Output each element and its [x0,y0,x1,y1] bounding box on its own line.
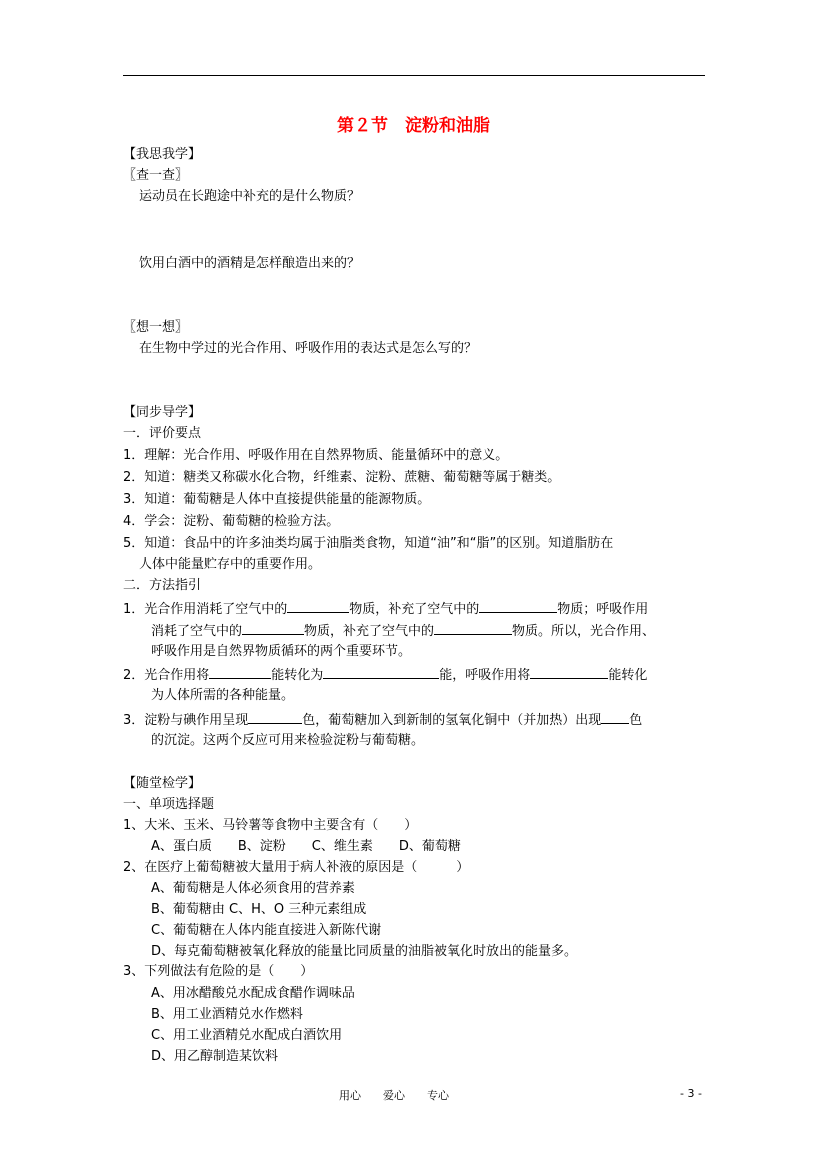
method-1-line-3: 呼吸作用是自然界物质循环的两个重要环节。 [151,644,412,659]
method-2-line-1: 2．光合作用将 能转化为 能，呼吸作用将 能转化 [123,665,647,685]
answer-option: A、葡萄糖是人体必须食用的营养素 [151,881,355,896]
fill-blank[interactable] [242,621,304,635]
subheading-look-up: 〖查一查〗 [123,168,189,183]
method-3-line-2: 的沉淀。这两个反应可用来检验淀粉与葡萄糖。 [151,733,425,748]
section-heading-think-learn: 【我思我学】 [123,147,202,162]
answer-option: C、葡萄糖在人体内能直接进入新陈代谢 [151,923,382,938]
point-item: 1．理解：光合作用、呼吸作用在自然界物质、能量循环中的意义。 [123,448,509,463]
header-rule [123,75,705,76]
page-title: 第２节 淀粉和油脂 [337,116,490,136]
part-title-method: 二．方法指引 [123,578,202,593]
answer-option: B、葡萄糖由 C、H、O 三种元素组成 [151,902,367,917]
section-heading-guide: 【同步导学】 [123,405,202,420]
answer-option: D、每克葡萄糖被氧化释放的能量比同质量的油脂被氧化时放出的能量多。 [151,944,578,959]
answer-option: A、用冰醋酸兑水配成食醋作调味品 [151,986,355,1001]
point-item: 3．知道：葡萄糖是人体中直接提供能量的能源物质。 [123,492,431,507]
method-1-line-2: 消耗了空气中的 物质，补充了空气中的 物质。所以，光合作用、 [151,621,655,641]
quiz-question-1-options: A、蛋白质 B、淀粉 C、维生素 D、葡萄糖 [151,839,461,854]
fill-blank[interactable] [530,665,608,679]
fill-blank[interactable] [287,599,349,613]
page-number: - 3 - [680,1087,702,1100]
fill-blank[interactable] [601,710,629,724]
fill-blank[interactable] [248,710,302,724]
method-2-line-2: 为人体所需的各种能量。 [151,688,295,703]
answer-option: C、用工业酒精兑水配成白酒饮用 [151,1028,343,1043]
quiz-question-3: 3、下列做法有危险的是（ ） [123,964,314,979]
point-item: 2．知道：糖类又称碳水化合物，纤维素、淀粉、蔗糖、葡萄糖等属于糖类。 [123,470,561,485]
part-title-choice: 一、单项选择题 [123,797,215,812]
method-3-line-1: 3．淀粉与碘作用呈现 色，葡萄糖加入到新制的氢氧化铜中（并加热）出现 色 [123,710,642,730]
quiz-question-1: 1、大米、玉米、马铃薯等食物中主要含有（ ） [123,818,418,833]
fill-blank[interactable] [323,665,439,679]
fill-blank[interactable] [434,621,512,635]
footer-motto: 用心 爱心 专心 [339,1089,449,1102]
quiz-question-2: 2、在医疗上葡萄糖被大量用于病人补液的原因是（ ） [123,860,470,875]
answer-option: B、用工业酒精兑水作燃料 [151,1007,303,1022]
fill-blank[interactable] [479,599,557,613]
question-2: 饮用白酒中的酒精是怎样酿造出来的？ [139,256,361,271]
point-item-continuation: 人体中能量贮存中的重要作用。 [139,557,322,572]
part-title-evaluation: 一．评价要点 [123,426,202,441]
fill-blank[interactable] [209,665,271,679]
point-item: 5．知道：食品中的许多油类均属于油脂类食物，知道“油”和“脂”的区别。知道脂肪在 [123,536,614,551]
question-3: 在生物中学过的光合作用、呼吸作用的表达式是怎么写的？ [139,341,478,356]
subheading-think: 〖想一想〗 [123,320,189,335]
question-1: 运动员在长跑途中补充的是什么物质？ [139,189,361,204]
point-item: 4．学会：淀粉、葡萄糖的检验方法。 [123,514,340,529]
method-1-line-1: 1．光合作用消耗了空气中的 物质，补充了空气中的 物质；呼吸作用 [123,599,648,619]
section-heading-quiz: 【随堂检学】 [123,776,202,791]
answer-option: D、用乙醇制造某饮料 [151,1049,279,1064]
